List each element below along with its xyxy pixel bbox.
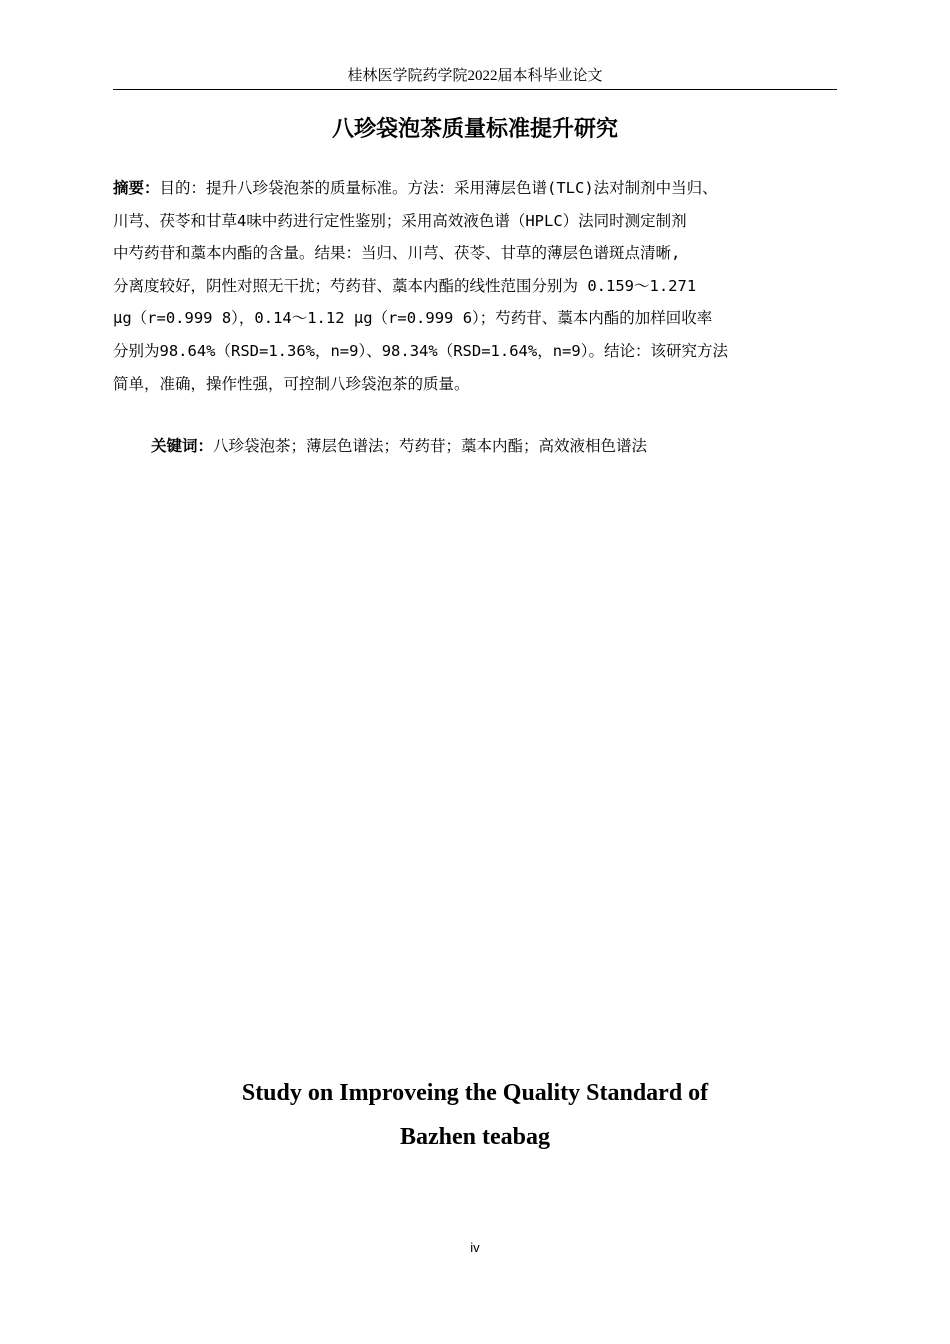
abstract-text: 目的：提升八珍袋泡茶的质量标准。方法：采用薄层色谱(TLC)法对制剂中当归、 <box>159 179 718 197</box>
abstract-section <box>113 172 853 400</box>
header-rule <box>113 89 837 90</box>
abstract-line-7: 简单，准确，操作性强，可控制八珍袋泡茶的质量。 <box>113 374 470 393</box>
abstract-label: 摘要： <box>113 179 160 197</box>
abstract-line-3: 中芍药苷和藁本内酯的含量。结果：当归、川芎、茯苓、甘草的薄层色谱斑点清晰, <box>113 244 681 263</box>
abstract-line-4: 分离度较好，阴性对照无干扰；芍药苷、藁本内酯的线性范围分别为 0.159～1.271 <box>113 276 697 295</box>
abstract-line-6: 分别为98.64%（RSD=1.36%，n=9）、98.34%（RSD=1.64%，n=9）。结论：该研究方法 <box>113 341 728 360</box>
abstract-line-5: μg（r=0.999 8），0.14～1.12 μg（r=0.999 6）；芍药苷、藁本内酯的加样回收率 <box>113 309 713 328</box>
abstract-line-2: 川芎、茯苓和甘草4味中药进行定性鉴别；采用高效液色谱（HPLC）法同时测定制剂 <box>113 211 687 230</box>
page-number: iv <box>470 1240 480 1255</box>
keywords-text: 八珍袋泡茶；薄层色谱法；芍药苷；藁本内酯；高效液相色谱法 <box>213 437 648 455</box>
keywords-label: 关键词： <box>151 437 214 455</box>
running-header: 桂林医学院药学院2022届本科毕业论文 <box>347 68 603 84</box>
english-title-line-2: Bazhen teabag <box>400 1124 550 1150</box>
english-title-line-1: Study on Improveing the Quality Standard of <box>241 1080 709 1106</box>
keywords-section <box>151 430 647 462</box>
chinese-title: 八珍袋泡茶质量标准提升研究 <box>331 117 618 142</box>
abstract-line-1 <box>113 172 853 205</box>
